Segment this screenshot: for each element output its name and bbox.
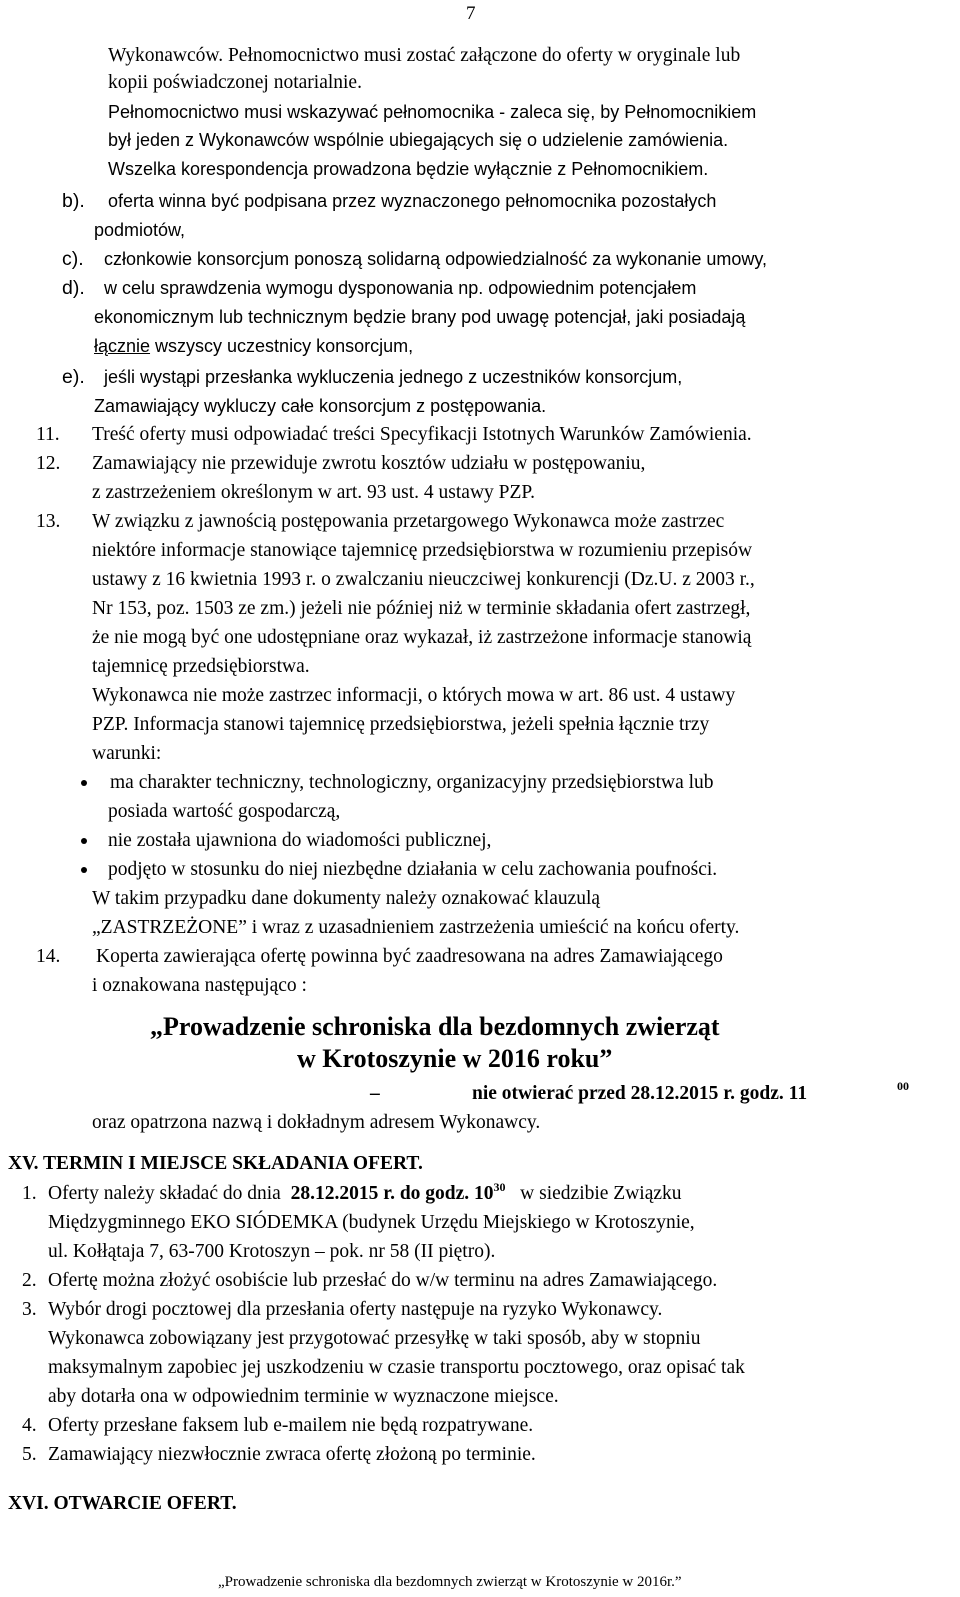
paragraph-line: Nr 153, poz. 1503 ze zm.) jeżeli nie później niż w terminie składania ofert zastrzegł, — [92, 598, 751, 619]
paragraph-line: Wykonawca zobowiązany jest przygotować przesyłkę w taki sposób, aby w stopniu — [48, 1328, 701, 1349]
paragraph-text: w siedzibie Związku — [520, 1183, 682, 1204]
paragraph-line: członkowie konsorcjum ponoszą solidarną odpowiedzialność za wykonanie umowy, — [104, 249, 768, 269]
paragraph-line: oraz opatrzona nazwą i dokładnym adresem Wykonawcy. — [92, 1112, 541, 1133]
paragraph-line: Wszelka korespondencja prowadzona będzie wyłącznie z Pełnomocnikiem. — [108, 159, 709, 179]
item-label: 12. — [36, 453, 61, 474]
item-label: d). — [62, 277, 85, 299]
paragraph-text: wszyscy uczestnicy konsorcjum, — [150, 336, 414, 356]
bullet-icon — [81, 780, 87, 786]
paragraph-line: ustawy z 16 kwietnia 1993 r. o zwalczaniu nieuczciwej konkurencji (Dz.U. z 2003 r., — [92, 569, 755, 590]
paragraph-line: Wykonawców. Pełnomocnictwo musi zostać załączone do oferty w oryginale lub — [108, 45, 741, 66]
page-footer: „Prowadzenie schroniska dla bezdomnych zwierząt w Krotoszynie w 2016r.” — [218, 1574, 682, 1590]
paragraph-line: ekonomicznym lub technicznym będzie brany pod uwagę potencjał, jaki posiadają — [94, 307, 746, 327]
item-label: 5. — [22, 1444, 37, 1465]
paragraph-line: maksymalnym zapobiec jej uszkodzeniu w czasie transportu pocztowego, oraz opisać tak — [48, 1357, 745, 1378]
paragraph-line: niektóre informacje stanowiące tajemnicę przedsiębiorstwa w rozumieniu przepisów — [92, 540, 753, 561]
bullet-icon — [81, 838, 87, 844]
paragraph-line: W takim przypadku dane dokumenty należy oznakować klauzulą — [92, 888, 601, 909]
paragraph-line — [48, 1182, 682, 1206]
paragraph-line: Koperta zawierająca ofertę powinna być zaadresowana na adres Zamawiającego — [96, 946, 723, 967]
paragraph-line: Zamawiający nie przewiduje zwrotu kosztów udziału w postępowaniu, — [92, 453, 646, 474]
paragraph-line: PZP. Informacja stanowi tajemnicę przedsiębiorstwa, jeżeli spełnia łącznie trzy — [92, 714, 710, 735]
paragraph-line — [94, 334, 413, 358]
paragraph-line: że nie mogą być one udostępniane oraz wykazał, iż zastrzeżone informacje stanowią — [92, 627, 752, 648]
underlined-word: łącznie — [94, 336, 151, 356]
paragraph-line: warunki: — [92, 743, 162, 764]
notice-superscript: 00 — [897, 1079, 909, 1093]
paragraph-line: W związku z jawnością postępowania przetargowego Wykonawca może zastrzec — [92, 511, 725, 532]
paragraph-line: Wybór drogi pocztowej dla przesłania oferty następuje na ryzyko Wykonawcy. — [48, 1299, 663, 1320]
bullet-line: podjęto w stosunku do niej niezbędne działania w celu zachowania poufności. — [108, 859, 718, 880]
paragraph-line: Ofertę można złożyć osobiście lub przesłać do w/w terminu na adres Zamawiającego. — [48, 1270, 718, 1291]
paragraph-line: w celu sprawdzenia wymogu dysponowania np. odpowiednim potencjałem — [104, 278, 697, 298]
paragraph-line: Zamawiający niezwłocznie zwraca ofertę złożoną po terminie. — [48, 1444, 536, 1465]
bullet-line: posiada wartość gospodarczą, — [108, 801, 341, 822]
envelope-title: w Krotoszynie w 2016 roku” — [297, 1044, 613, 1073]
item-label: 2. — [22, 1270, 37, 1291]
page-number: 7 — [466, 3, 476, 24]
item-label: 11. — [36, 424, 60, 445]
paragraph-line: i oznakowana następująco : — [92, 975, 307, 996]
envelope-title: „Prowadzenie schroniska dla bezdomnych zwierząt — [150, 1012, 720, 1041]
notice-text: nie otwierać przed 28.12.2015 r. godz. 11 — [472, 1083, 808, 1104]
paragraph-line: „ZASTRZEŻONE” i wraz z uzasadnieniem zastrzeżenia umieścić na końcu oferty. — [92, 917, 740, 938]
item-label: 4. — [22, 1415, 37, 1436]
paragraph-line: z zastrzeżeniem określonym w art. 93 ust. 4 ustawy PZP. — [92, 482, 535, 503]
bullet-line: ma charakter techniczny, technologiczny, organizacyjny przedsiębiorstwa lub — [110, 772, 714, 793]
section-heading: XVI. OTWARCIE OFERT. — [8, 1493, 237, 1514]
section-heading: XV. TERMIN I MIEJSCE SKŁADANIA OFERT. — [8, 1153, 423, 1174]
item-label: 3. — [22, 1299, 37, 1320]
deadline-superscript: 30 — [493, 1180, 506, 1194]
deadline-text: 28.12.2015 r. do godz. 10 — [290, 1183, 494, 1204]
item-label: c). — [62, 248, 84, 270]
paragraph-line: Zamawiający wykluczy całe konsorcjum z postępowania. — [94, 396, 547, 416]
paragraph-text: Oferty należy składać do dnia — [48, 1183, 281, 1204]
item-label: 14. — [36, 946, 61, 967]
paragraph-line: był jeden z Wykonawców wspólnie ubiegających się o udzielenie zamówienia. — [108, 130, 729, 150]
paragraph-line: Treść oferty musi odpowiadać treści Specyfikacji Istotnych Warunków Zamówienia. — [92, 424, 752, 445]
paragraph-line: aby dotarła ona w odpowiednim terminie w wyznaczone miejsce. — [48, 1386, 559, 1407]
item-label: b). — [62, 190, 85, 212]
paragraph-line: tajemnicę przedsiębiorstwa. — [92, 656, 310, 677]
paragraph-line: oferta winna być podpisana przez wyznaczonego pełnomocnika pozostałych — [108, 191, 717, 211]
item-label: e). — [62, 366, 85, 388]
notice-dash: – — [370, 1083, 380, 1104]
paragraph-line: Oferty przesłane faksem lub e-mailem nie będą rozpatrywane. — [48, 1415, 534, 1436]
paragraph-line: jeśli wystąpi przesłanka wykluczenia jednego z uczestników konsorcjum, — [104, 367, 683, 387]
paragraph-line: Wykonawca nie może zastrzec informacji, o których mowa w art. 86 ust. 4 ustawy — [92, 685, 736, 706]
paragraph-line: Międzygminnego EKO SIÓDEMKA (budynek Urzędu Miejskiego w Krotoszynie, — [48, 1212, 695, 1233]
item-label: 13. — [36, 511, 61, 532]
paragraph-line: podmiotów, — [94, 220, 186, 240]
bullet-icon — [81, 867, 87, 873]
paragraph-line: kopii poświadczonej notarialnie. — [108, 72, 362, 93]
paragraph-line: ul. Kołłątaja 7, 63-700 Krotoszyn – pok. nr 58 (II piętro). — [48, 1241, 496, 1262]
paragraph-line: Pełnomocnictwo musi wskazywać pełnomocnika - zaleca się, by Pełnomocnikiem — [108, 102, 757, 122]
item-label: 1. — [22, 1183, 37, 1204]
bullet-line: nie została ujawniona do wiadomości publicznej, — [108, 830, 492, 851]
